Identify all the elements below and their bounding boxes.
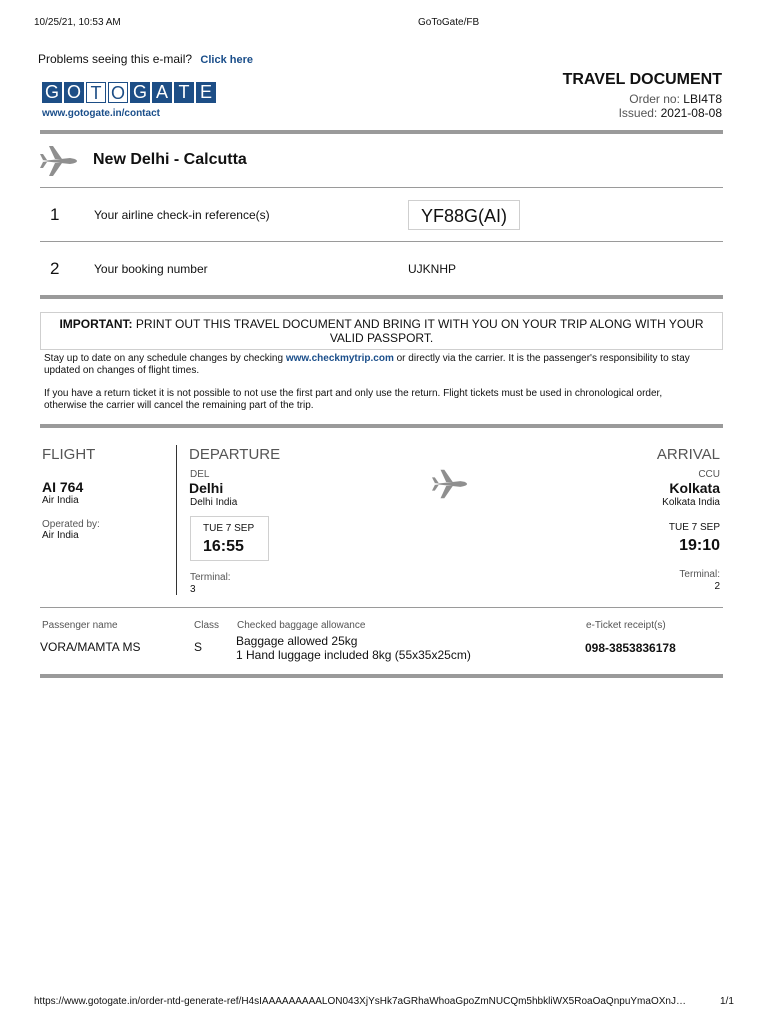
divider: [40, 424, 723, 428]
important-text-2: VALID PASSPORT.: [329, 331, 434, 345]
print-page-number: 1/1: [720, 996, 734, 1007]
logo-letter: G: [130, 82, 150, 103]
checkmytrip-link[interactable]: www.checkmytrip.com: [285, 353, 394, 364]
departure-time-box: [190, 516, 269, 561]
issued-label: Issued:: [618, 106, 658, 120]
arrival-city: Kolkata: [669, 480, 720, 496]
arrival-header: ARRIVAL: [656, 446, 720, 463]
arrival-terminal: 2: [714, 581, 720, 592]
arrival-date: TUE 7 SEP: [668, 522, 720, 533]
hand-luggage: 1 Hand luggage included 8kg (55x35x25cm): [236, 648, 471, 662]
note-text: updated on changes of flight times.: [44, 365, 200, 376]
airplane-icon: [40, 145, 78, 182]
issued-date: [619, 106, 722, 120]
divider: [40, 295, 723, 299]
document-title: TRAVEL DOCUMENT: [562, 71, 722, 88]
departure-terminal-label: Terminal:: [190, 572, 231, 583]
eticket-label: e-Ticket receipt(s): [586, 620, 666, 631]
logo-letter: T: [86, 82, 106, 103]
order-value: LBI4T8: [683, 92, 722, 106]
note-text: Stay up to date on any schedule changes by checking: [44, 353, 286, 364]
note-text: otherwise the carrier will cancel the remaining part of the trip.: [44, 400, 314, 411]
logo-letter: A: [152, 82, 172, 103]
return-ticket-note: [44, 388, 734, 412]
route-title: New Delhi - Calcutta: [93, 151, 247, 168]
arrival-region: Kolkata India: [662, 497, 720, 508]
baggage-allowed: Baggage allowed 25kg: [236, 634, 358, 648]
important-notice: [40, 312, 723, 350]
divider: [40, 187, 723, 188]
logo-letter: G: [42, 82, 62, 103]
issued-value: 2021-08-08: [660, 106, 722, 120]
gotogate-logo[interactable]: [42, 82, 216, 103]
problems-text: Problems seeing this e-mail?: [38, 52, 193, 66]
checkin-reference-value: YF88G(AI): [408, 200, 520, 230]
operated-by-value: Air India: [42, 530, 79, 541]
passenger-name: VORA/MAMTA MS: [40, 640, 141, 654]
click-here-link[interactable]: Click here: [200, 54, 254, 66]
print-footer-url: https://www.gotogate.in/order-ntd-generate-ref/H4sIAAAAAAAAALON043XjYsHk7aGRhaWhoaGpoZmNUCQm5hbkliWX5RoaOaQnpuYmaOXnJ…: [34, 996, 686, 1007]
booking-number-value: UJKNHP: [408, 262, 457, 276]
order-number: [629, 92, 722, 106]
booking-number-label: Your booking number: [94, 262, 208, 276]
eticket-number: 098-3853836178: [585, 641, 676, 655]
column-divider: [176, 445, 177, 595]
logo-letter: O: [64, 82, 84, 103]
departure-time: 16:55: [203, 538, 244, 555]
print-page-title: GoToGate/FB: [418, 17, 480, 28]
note-text: If you have a return ticket it is not possible to not use the first part and only use the return. Flight tickets must be used in chronological order,: [44, 388, 663, 399]
departure-date: TUE 7 SEP: [203, 523, 255, 534]
important-label: IMPORTANT:: [59, 317, 133, 331]
arrival-time: 19:10: [679, 537, 720, 554]
step-number: 1: [50, 205, 60, 224]
arrival-terminal-label: Terminal:: [679, 569, 720, 580]
flight-header: FLIGHT: [42, 446, 96, 463]
departure-code: DEL: [190, 469, 210, 480]
logo-letter: T: [174, 82, 194, 103]
arrival-code: CCU: [698, 469, 720, 480]
divider: [40, 241, 723, 242]
class-label: Class: [194, 620, 220, 631]
departure-region: Delhi India: [190, 497, 238, 508]
schedule-note: [44, 353, 734, 377]
contact-link[interactable]: www.gotogate.in/contact: [42, 108, 160, 119]
divider: [40, 674, 723, 678]
operated-by-label: Operated by:: [42, 519, 100, 530]
class-value: S: [194, 640, 203, 654]
divider: [40, 607, 723, 608]
passenger-name-label: Passenger name: [42, 620, 118, 631]
departure-terminal: 3: [190, 584, 196, 595]
airplane-icon: [432, 468, 468, 505]
baggage-label: Checked baggage allowance: [237, 620, 366, 631]
important-text: PRINT OUT THIS TRAVEL DOCUMENT AND BRING IT WITH YOU ON YOUR TRIP ALONG WITH YOUR: [132, 317, 704, 331]
order-label: Order no:: [629, 92, 680, 106]
departure-header: DEPARTURE: [189, 446, 281, 463]
flight-number: AI 764: [42, 479, 84, 495]
checkin-reference-label: Your airline check-in reference(s): [94, 208, 270, 222]
departure-city: Delhi: [189, 480, 224, 496]
print-datetime: 10/25/21, 10:53 AM: [34, 17, 121, 28]
logo-letter: E: [196, 82, 216, 103]
step-number: 2: [50, 259, 60, 278]
divider: [40, 130, 723, 134]
note-text: or directly via the carrier. It is the passenger's responsibility to stay: [393, 353, 690, 364]
airline-name: Air India: [42, 495, 79, 506]
logo-letter: O: [108, 82, 128, 103]
email-problem-notice: [38, 52, 253, 66]
